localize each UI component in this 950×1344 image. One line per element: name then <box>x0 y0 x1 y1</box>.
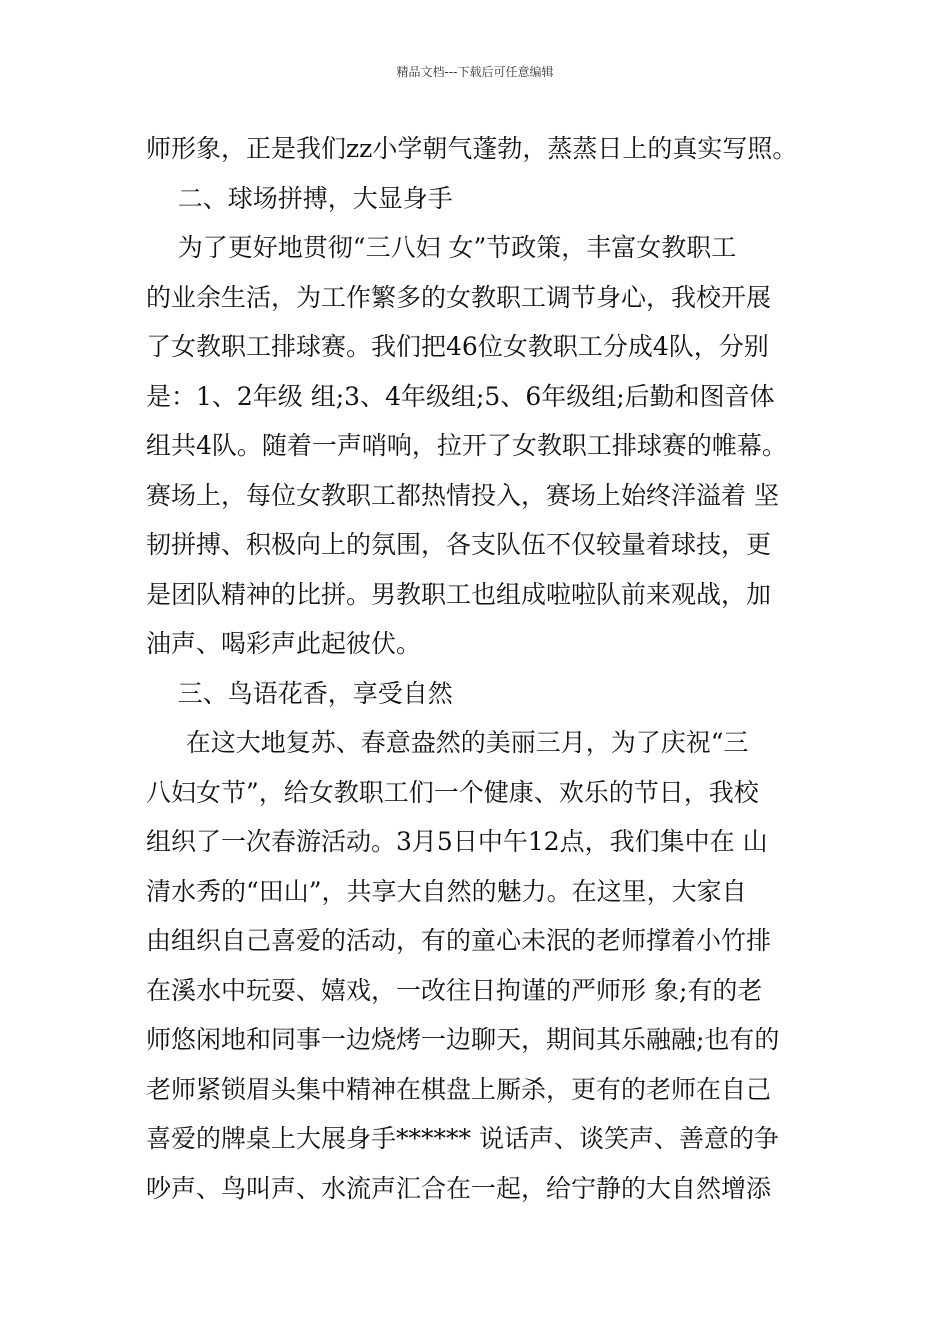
text-line: 在这大地复苏、春意盎然的美丽三月，为了庆祝“三 <box>146 728 749 757</box>
text-line: 韧拼搏、积极向上的氛围，各支队伍不仅较量着球技，更 <box>146 530 772 559</box>
section-heading: 二、球场拼搏，大显身手 <box>146 183 453 213</box>
text-line: 为了更好地贯彻“三八妇 女”节政策，丰富女教职工 <box>146 233 737 262</box>
document-body <box>146 124 810 1213</box>
text-line: 吵声、鸟叫声、水流声汇合在一起，给宁静的大自然增添 <box>146 1173 772 1203</box>
text-line: 师形象，正是我们zz小学朝气蓬勃，蒸蒸日上的真实写照。 <box>146 134 798 163</box>
text-line: 赛场上，每位女教职工都热情投入，赛场上始终洋溢着 坚 <box>146 480 779 510</box>
text-line: 了女教职工排球赛。我们把46位女教职工分成4队，分别 <box>146 332 769 361</box>
text-line: 是团队精神的比拼。男教职工也组成啦啦队前来观战，加 <box>146 579 772 609</box>
text-line: 油声、喝彩声此起彼伏。 <box>146 629 422 658</box>
text-line: 组织了一次春游活动。3月5日中午12点，我们集中在 山 <box>146 827 768 856</box>
page-header: 精品文档---下载后可任意编辑 <box>396 65 554 79</box>
text-line: 喜爱的牌桌上大展身手****** 说话声、谈笑声、善意的争 <box>146 1124 779 1153</box>
text-line: 清水秀的“田山”，共享大自然的魅力。在这里，大家自 <box>146 876 747 906</box>
text-line: 八妇女节”，给女教职工们一个健康、欢乐的节日，我校 <box>146 777 759 807</box>
text-line: 是：1、2年级 组;3、4年级组;5、6年级组;后勤和图音体 <box>146 381 775 411</box>
text-line: 老师紧锁眉头集中精神在棋盘上厮杀，更有的老师在自己 <box>146 1074 772 1104</box>
text-line: 在溪水中玩耍、嬉戏，一改往日拘谨的严师形 象;有的老 <box>146 975 763 1005</box>
text-line: 由组织自己喜爱的活动，有的童心未泯的老师撑着小竹排 <box>146 926 772 955</box>
section-heading: 三、鸟语花香，享受自然 <box>146 678 453 708</box>
text-line: 组共4队。随着一声哨响，拉开了女教职工排球赛的帷幕。 <box>146 431 787 460</box>
text-line: 的业余生活，为工作繁多的女教职工调节身心，我校开展 <box>146 282 772 312</box>
text-line: 师悠闲地和同事一边烧烤一边聊天，期间其乐融融;也有的 <box>146 1025 780 1054</box>
